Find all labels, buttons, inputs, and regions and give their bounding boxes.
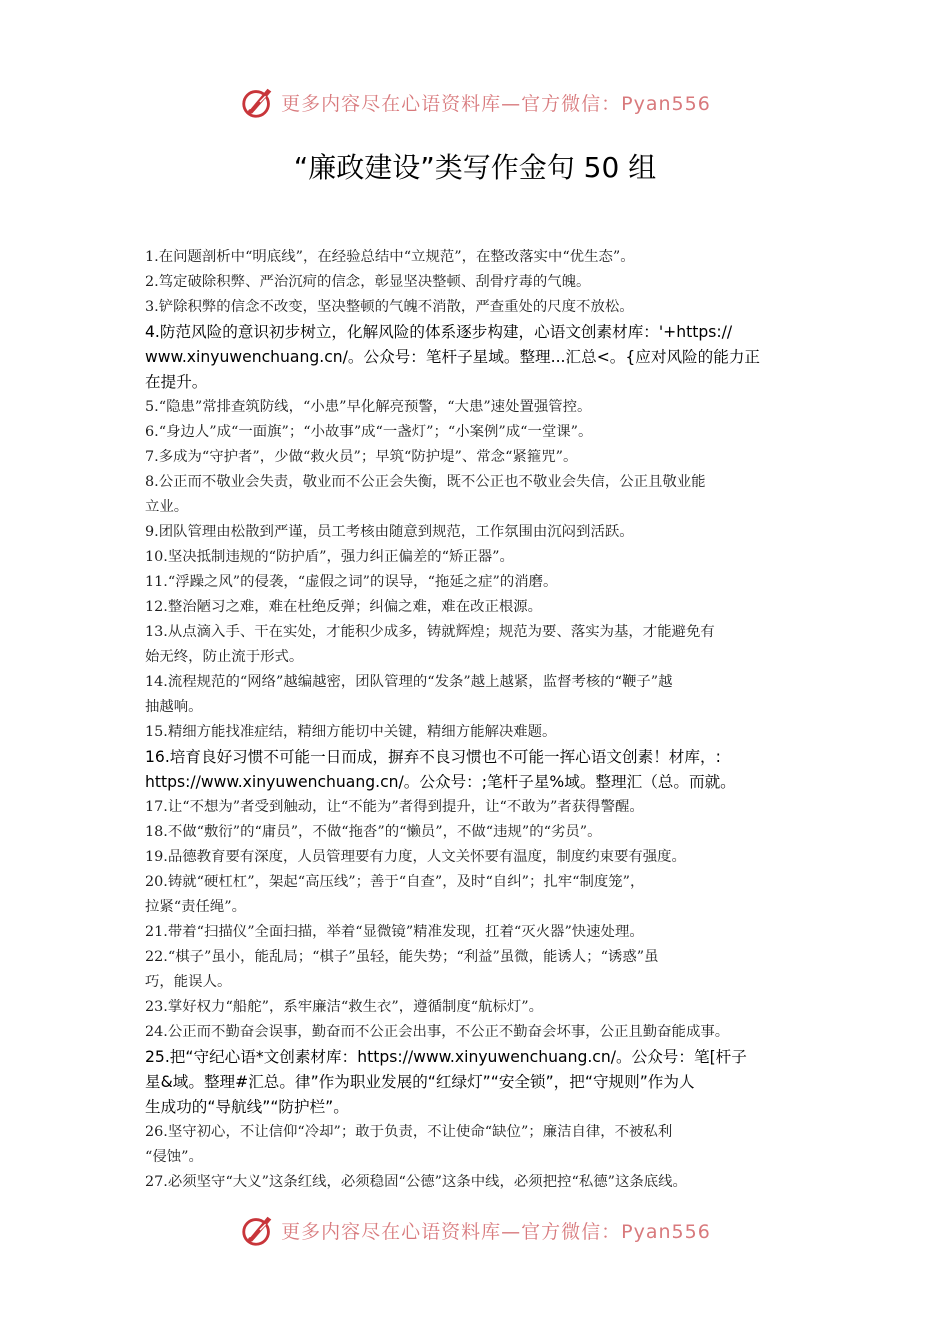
quote-line: 23.掌好权力“船舵”，系牢廉洁“救生衣”，遵循制度“航标灯”。 (145, 999, 544, 1015)
quote-line: “侵蚀”。 (145, 1149, 203, 1165)
quote-item (145, 820, 815, 845)
quote-line: 6.“身边人”成“一面旗”；“小故事”成“一盏灯”；“小案例”成“一堂课”。 (145, 424, 593, 440)
quote-line: 5.“隐患”常排查筑防线，“小患”早化解亮预警，“大患”速处置强管控。 (145, 399, 592, 415)
quote-line: 10.坚决抵制违规的“防护盾”，强力纠正偏差的“矫正器”。 (145, 549, 514, 565)
quote-item (145, 445, 815, 470)
quote-item (145, 245, 815, 270)
quote-line: 始无终，防止流于形式。 (145, 649, 304, 665)
quote-line: 拉紧“责任绳”。 (145, 899, 247, 915)
quote-item (145, 595, 815, 620)
footer-banner (0, 1210, 950, 1250)
quote-item (145, 845, 815, 870)
quote-line: 3.铲除积弊的信念不改变，坚决整顿的气魄不消散，严查重处的尺度不放松。 (145, 299, 634, 315)
quote-line: 抽越响。 (145, 699, 203, 715)
quote-line: 20.铸就“硬杠杠”，架起“高压线”；善于“自查”，及时“自纠”；扎牢“制度笼”， (145, 874, 645, 890)
quote-line: https://www.xinyuwenchuang.cn/。公众号：;笔杆子星%域。整理汇（总。而就。 (145, 773, 736, 791)
page-title: “廉政建设”类写作金句 50 组 (293, 151, 657, 184)
quote-item (145, 620, 815, 670)
quote-item (145, 920, 815, 945)
quote-list (145, 245, 815, 1195)
quote-line: 在提升。 (145, 373, 208, 391)
quote-line: 21.带着“扫描仪”全面扫描，举着“显微镜”精准发现，扛着“灭火器”快速处理。 (145, 924, 644, 940)
quote-item (145, 1045, 815, 1120)
quote-item (145, 1120, 815, 1170)
quote-item (145, 945, 815, 995)
quote-item (145, 470, 815, 520)
quote-item (145, 295, 815, 320)
quote-line: 星&域。整理#汇总。律”作为职业发展的“红绿灯”“安全锁”，把“守规则”作为人 (145, 1073, 695, 1091)
quote-item (145, 395, 815, 420)
quote-item (145, 520, 815, 545)
quote-item (145, 720, 815, 745)
quote-line: 2.笃定破除积弊、严治沉疴的信念，彰显坚决整顿、刮骨疗毒的气魄。 (145, 274, 591, 290)
quote-item (145, 270, 815, 295)
quote-line: 11.“浮躁之风”的侵袭，“虚假之词”的误导，“拖延之症”的消磨。 (145, 574, 558, 590)
header-banner-text: 更多内容尽在心语资料库—官方微信：Pyan556 (281, 92, 711, 115)
quote-line: 8.公正而不敬业会失责，敬业而不公正会失衡，既不公正也不敬业会失信，公正且敬业能 (145, 474, 706, 490)
quote-line: 巧，能误人。 (145, 974, 232, 990)
quote-item (145, 1020, 815, 1045)
quill-logo-icon (239, 83, 277, 121)
quote-item (145, 995, 815, 1020)
quote-line: 9.团队管理由松散到严谨，员工考核由随意到规范，工作氛围由沉闷到活跃。 (145, 524, 634, 540)
quote-item (145, 870, 815, 920)
quote-line: www.xinyuwenchuang.cn/。公众号：笔杆子星域。整理...汇总<。{应对风险的能力正 (145, 348, 761, 366)
quote-line: 14.流程规范的“网络”越编越密，团队管理的“发条”越上越紧，监督考核的“鞭子”越 (145, 674, 673, 690)
quote-item (145, 745, 815, 795)
quote-item (145, 545, 815, 570)
quote-line: 19.品德教育要有深度，人员管理要有力度，人文关怀要有温度，制度约束要有强度。 (145, 849, 686, 865)
quote-line: 18.不做“敷衍”的“庸员”，不做“拖沓”的“懒员”，不做“违规”的“劣员”。 (145, 824, 602, 840)
quote-item (145, 795, 815, 820)
quote-line: 24.公正而不勤奋会误事，勤奋而不公正会出事，不公正不勤奋会坏事，公正且勤奋能成事。 (145, 1024, 730, 1040)
quote-line: 16.培育良好习惯不可能一日而成，摒弃不良习惯也不可能一挥心语文创素！材库，: (145, 748, 721, 766)
quote-line: 生成功的“导航线”“防护栏”。 (145, 1098, 349, 1116)
header-banner (0, 82, 950, 122)
quote-line: 立业。 (145, 499, 189, 515)
quote-item (145, 320, 815, 395)
quote-line: 25.把“守纪心语*文创素材库：https://www.xinyuwenchuang.cn/。公众号：笔[杆子 (145, 1048, 747, 1066)
quote-line: 1.在问题剖析中“明底线”，在经验总结中“立规范”，在整改落实中“优生态”。 (145, 249, 635, 265)
footer-banner-text: 更多内容尽在心语资料库—官方微信：Pyan556 (281, 1220, 711, 1243)
quote-item (145, 1170, 815, 1195)
quote-line: 27.必须坚守“大义”这条红线，必须稳固“公德”这条中线，必须把控“私德”这条底线。 (145, 1174, 687, 1190)
quote-line: 17.让“不想为”者受到触动，让“不能为”者得到提升，让“不敢为”者获得警醒。 (145, 799, 644, 815)
quote-item (145, 670, 815, 720)
quote-line: 7.多成为“守护者”，少做“救火员”；早筑“防护堤”、常念“紧箍咒”。 (145, 449, 578, 465)
quote-line: 4.防范风险的意识初步树立，化解风险的体系逐步构建，心语文创素材库：'+https:// (145, 323, 733, 341)
quote-line: 15.精细方能找准症结，精细方能切中关键，精细方能解决难题。 (145, 724, 557, 740)
quill-logo-icon (239, 1211, 277, 1249)
quote-item (145, 570, 815, 595)
quote-line: 13.从点滴入手、干在实处，才能积少成多，铸就辉煌；规范为要、落实为基，才能避免有 (145, 624, 715, 640)
quote-item (145, 420, 815, 445)
quote-line: 22.“棋子”虽小，能乱局；“棋子”虽轻，能失势；“利益”虽微，能诱人；“诱惑”虽 (145, 949, 659, 965)
quote-line: 26.坚守初心，不让信仰“冷却”；敢于负责，不让使命“缺位”；廉洁自律，不被私利 (145, 1124, 673, 1140)
quote-line: 12.整治陋习之难，难在杜绝反弹；纠偏之难，难在改正根源。 (145, 599, 543, 615)
